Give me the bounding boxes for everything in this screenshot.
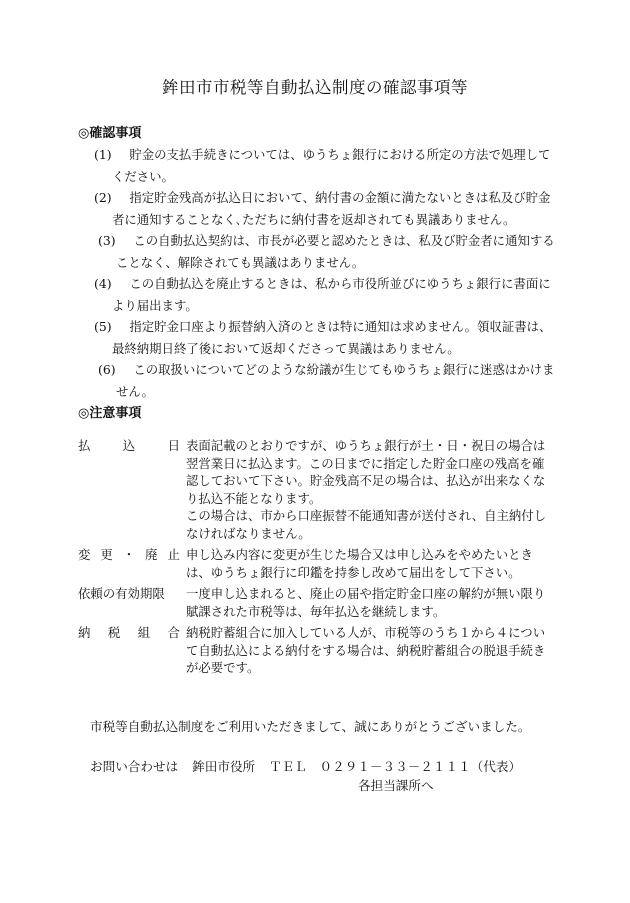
notes-row xyxy=(78,437,550,542)
phone-number: ＴＥＬ ０２９１－３３－２１１１（代表） xyxy=(269,759,522,774)
thanks-message: 市税等自動払込制度をご利用いただきまして、誠にありがとうございました。 xyxy=(90,719,531,734)
row-label: 払 込 日 xyxy=(78,438,180,453)
item-number: (5) xyxy=(94,319,112,334)
confirm-list xyxy=(94,144,555,402)
list-item xyxy=(94,187,552,230)
confirm-heading: ◎確認事項 xyxy=(78,126,142,141)
item-number: (6) xyxy=(98,362,116,377)
item-text: この取扱いについてどのような紛議が生じてもゆうちょ銀行に迷惑はかけません。 xyxy=(116,362,555,399)
contact-prefix: お問い合わせは xyxy=(90,759,179,774)
item-number: (4) xyxy=(94,276,112,291)
item-number: (1) xyxy=(94,147,112,162)
row-text: 一度申し込まれると、廃止の届や指定貯金口座の解約が無い限り賦課された市税等は、毎年払込を継続します。 xyxy=(186,586,546,619)
list-item xyxy=(94,273,552,316)
row-text: 表面記載のとおりですが、ゆうちょ銀行が土・日・祝日の場合は翌営業日に払込ます。この日までに指定した貯金口座の残高を確認しておいて下さい。貯金残高不足の場合は、払込が出来なくなり払込不能となります。 この場合は、市から口座振替不能通知書が送付され、自主納付しなければなりません。 xyxy=(186,438,547,541)
list-item xyxy=(94,144,552,187)
notes-row xyxy=(78,624,550,677)
contact-line xyxy=(90,756,531,775)
item-text: この自動払込契約は、市長が必要と認めたときは、私及び貯金者に通知することなく、解除されても異議はありません。 xyxy=(116,233,555,270)
row-text: 納税貯蓄組合に加入している人が、市税等のうち１から４について自動払込による納付をする場合は、納税貯蓄組合の脱退手続きが必要です。 xyxy=(186,625,546,675)
row-label: 変 更 ・ 廃 止 xyxy=(78,547,180,562)
item-text: 指定貯金口座より振替納入済のときは特に通知は求めません。領収証書は、最終納期日終了後において返却くださって異議はありません。 xyxy=(112,319,552,356)
row-label: 依頼の有効期限 xyxy=(78,586,165,601)
notes-table xyxy=(78,437,550,677)
office-name: 鉾田市役所 xyxy=(192,759,256,774)
item-text: 貯金の支払手続きについては、ゆうちょ銀行における所定の方法で処理してください。 xyxy=(112,147,551,184)
list-item xyxy=(98,230,556,273)
list-item xyxy=(94,316,552,359)
notes-row xyxy=(78,585,550,620)
row-text: 申し込み内容に変更が生じた場合又は申し込みをやめたいときは、ゆうちょ銀行に印鑑を持参し改めて届出をして下さい。 xyxy=(186,547,533,580)
row-label: 納 税 組 合 xyxy=(78,625,180,640)
notes-row xyxy=(78,546,550,581)
item-number: (3) xyxy=(98,233,116,248)
item-text: この自動払込を廃止するときは、私から市役所並びにゆうちょ銀行に書面により届出ます。 xyxy=(112,276,551,313)
list-item xyxy=(98,359,556,402)
department-note: 各担当課所へ xyxy=(358,778,434,793)
notes-heading: ◎注意事項 xyxy=(78,406,142,421)
item-text: 指定貯金残高が払込日において、納付書の金額に満たないときは私及び貯金者に通知することなく､ただちに納付書を返却されても異議ありません。 xyxy=(112,190,551,227)
page-title: 鉾田市市税等自動払込制度の確認事項等 xyxy=(162,78,468,97)
item-number: (2) xyxy=(94,190,112,205)
